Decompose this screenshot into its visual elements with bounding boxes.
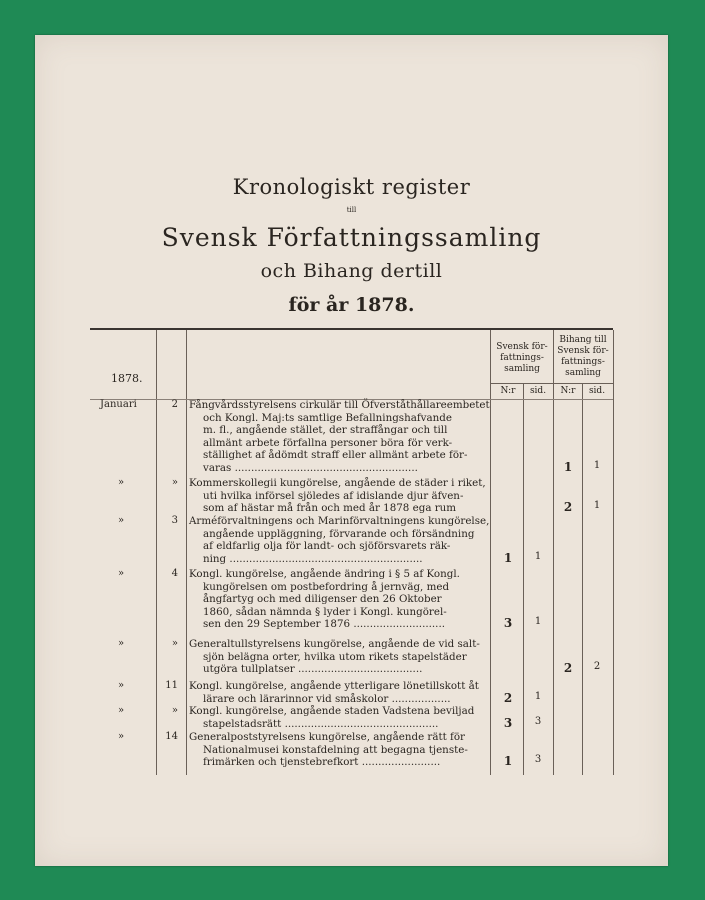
sfs-nr-header: N:r bbox=[500, 386, 516, 396]
entry-text bbox=[189, 515, 496, 565]
entry-month: » bbox=[118, 638, 125, 649]
entry-line: ning ........................................................... bbox=[203, 552, 423, 565]
entry-text bbox=[189, 477, 496, 515]
entry-bih-sid: 1 bbox=[593, 500, 601, 511]
entry-day: » bbox=[171, 638, 178, 649]
entry-month: » bbox=[118, 477, 125, 488]
entry-line: lärare och lärarinnor vid småskolor .................. bbox=[203, 692, 451, 705]
entry-line: ångfartyg och med diligenser den 26 Oktober bbox=[203, 593, 442, 605]
entry-text bbox=[189, 638, 496, 676]
entry-day: 3 bbox=[171, 515, 178, 526]
entry-sfs-nr: 1 bbox=[503, 754, 513, 768]
register-title: Kronologiskt register bbox=[232, 175, 471, 199]
sfs-column-header: Svensk för- fattnings- samling bbox=[496, 342, 548, 374]
document-page bbox=[35, 35, 668, 866]
till-word: till bbox=[346, 206, 357, 214]
register-subtitle: Svensk Författningssamling bbox=[161, 223, 542, 252]
entry-day: » bbox=[171, 705, 178, 716]
sfs-sid-header: sid. bbox=[529, 386, 547, 396]
entry-bih-nr: 1 bbox=[563, 459, 573, 474]
register-subtitle-2: och Bihang dertill bbox=[260, 260, 443, 282]
entry-line: varas ........................................................ bbox=[203, 461, 418, 474]
entry-sfs-sid: 1 bbox=[534, 616, 542, 627]
entry-sfs-nr: 3 bbox=[503, 715, 513, 730]
entry-bih-nr: 2 bbox=[563, 661, 573, 675]
entry-bih-sid: 2 bbox=[593, 661, 601, 672]
entry-month: » bbox=[118, 568, 125, 579]
entry-line: Arméförvaltningens och Marinförvaltningens kungörelse, bbox=[189, 515, 490, 527]
entry-day: 4 bbox=[171, 568, 178, 579]
entry-line: Fångvårdsstyrelsens cirkulär till Öfverståthållareembetet bbox=[189, 399, 490, 411]
entry-text bbox=[189, 399, 496, 474]
entry-line: uti hvilka införsel sjöledes af idislande djur äfven- bbox=[203, 489, 464, 502]
entry-sfs-sid: 3 bbox=[534, 754, 542, 765]
entry-text bbox=[189, 705, 496, 730]
entry-month: Januari bbox=[100, 399, 137, 410]
entry-line: sen den 29 September 1876 ............................ bbox=[203, 618, 445, 630]
entry-line: utgöra tullplatser ...................................... bbox=[203, 663, 423, 675]
entry-sfs-sid: 1 bbox=[534, 690, 542, 702]
entry-day: » bbox=[171, 477, 178, 488]
entry-line: Kongl. kungörelse, angående staden Vadstena beviljad bbox=[189, 705, 475, 717]
entry-line: Kommerskollegii kungörelse, angående de städer i riket, bbox=[189, 477, 486, 489]
entry-sfs-nr: 3 bbox=[503, 616, 513, 630]
register-year: för år 1878. bbox=[288, 294, 415, 316]
entry-sfs-nr: 1 bbox=[503, 550, 513, 565]
entry-line: Generaltullstyrelsens kungörelse, angående de vid salt- bbox=[189, 638, 480, 650]
entry-sfs-sid: 3 bbox=[534, 715, 542, 727]
entry-month: » bbox=[118, 731, 125, 742]
entry-line: stapelstadsrätt ............................................... bbox=[203, 717, 439, 730]
entry-line: allmänt arbete förfallna personer böra för verk- bbox=[203, 436, 453, 449]
entry-day: 14 bbox=[165, 731, 178, 742]
entry-text bbox=[189, 680, 496, 705]
entry-line: Kongl. kungörelse, angående ytterligare lönetillskott åt bbox=[189, 680, 479, 692]
col-line-bih-mid bbox=[582, 383, 583, 775]
entry-month: » bbox=[118, 680, 125, 691]
entry-line: Nationalmusei konstafdelning att begagna tjenste- bbox=[203, 743, 468, 756]
entry-line: som af hästar må från och med år 1878 ega rum bbox=[203, 502, 457, 514]
entry-line: frimärken och tjenstebrefkort ........................ bbox=[203, 756, 441, 768]
header-sub-rule bbox=[490, 383, 613, 384]
entry-month: » bbox=[118, 705, 125, 716]
entry-bih-nr: 2 bbox=[563, 500, 573, 514]
entry-line: af eldfarlig olja för landt- och sjöförsvarets räk- bbox=[203, 540, 451, 552]
top-rule bbox=[90, 328, 613, 330]
bihang-column-header: Bihang till Svensk för- fattnings- samling bbox=[557, 335, 609, 378]
bih-sid-header: sid. bbox=[588, 386, 606, 396]
entry-month: » bbox=[118, 515, 125, 526]
entry-line: Kongl. kungörelse, angående ändring i § 5 af Kongl. bbox=[189, 568, 460, 580]
entry-line: angående uppläggning, förvarande och försändning bbox=[203, 527, 475, 540]
entry-line: och Kongl. Maj:ts samtlige Befallningshafvande bbox=[203, 411, 452, 424]
entry-day: 11 bbox=[165, 680, 178, 691]
entry-line: kungörelsen om postbefordring å jernväg, med bbox=[203, 580, 450, 593]
entry-text bbox=[189, 568, 496, 631]
entry-text bbox=[189, 731, 496, 769]
entry-line: m. fl., angående stället, der straffångar och till bbox=[203, 424, 448, 436]
year-column-header: 1878. bbox=[111, 372, 143, 385]
entry-day: 2 bbox=[171, 399, 178, 410]
entry-line: Generalpoststyrelsens kungörelse, angående rätt för bbox=[189, 731, 465, 743]
col-line-day bbox=[186, 330, 187, 775]
entry-line: sjön belägna orter, hvilka utom rikets stapelstäder bbox=[203, 650, 467, 663]
entry-line: 1860, sådan nämnda § lyder i Kongl. kungörel- bbox=[203, 605, 447, 618]
entry-sfs-sid: 1 bbox=[534, 550, 542, 562]
entry-line: ställighet af ådömdt straff eller allmänt arbete för- bbox=[203, 449, 468, 461]
entry-sfs-nr: 2 bbox=[503, 690, 513, 705]
bih-nr-header: N:r bbox=[560, 386, 576, 396]
entry-bih-sid: 1 bbox=[593, 459, 601, 471]
col-line-right bbox=[613, 330, 614, 775]
